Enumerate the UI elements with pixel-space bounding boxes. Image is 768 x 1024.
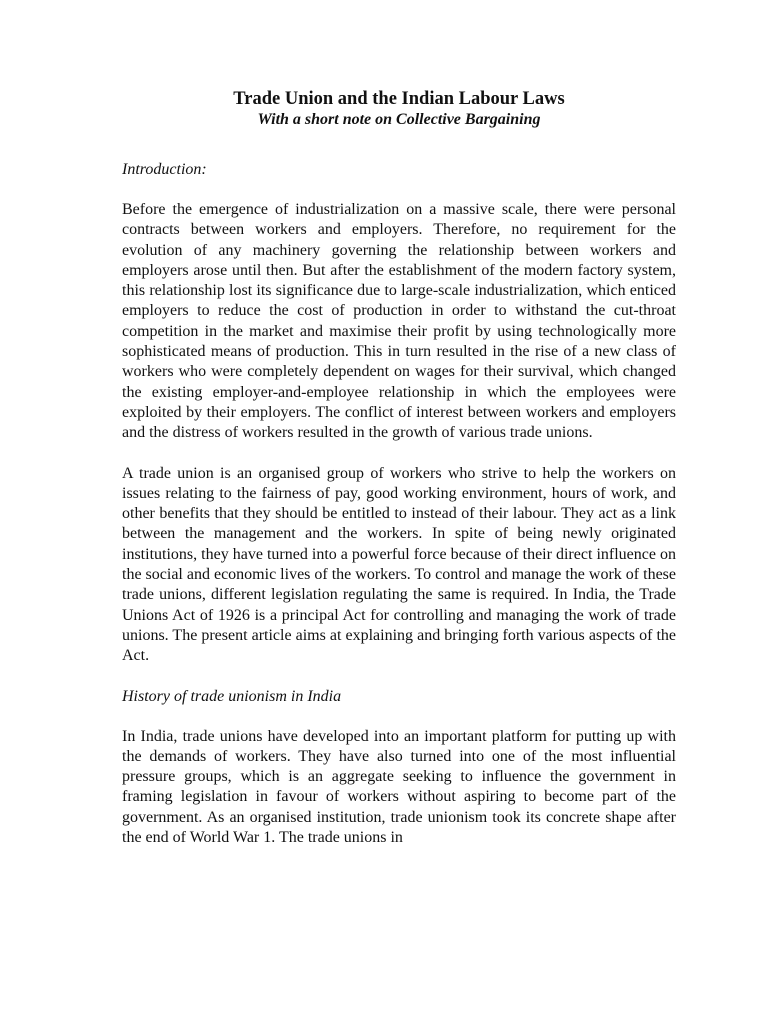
paragraph: In India, trade unions have developed into an important platform for putting up with the demands of workers. They have also turned into one of the most influential pressure groups, which is an aggregate seeking to influence the government in framing legislation in favour of workers without aspiring to become part of the government. As an organised institution, trade unionism took its concrete shape after the end of World War 1. The trade unions in (122, 727, 676, 847)
section-heading-introduction: Introduction: (122, 161, 207, 178)
section-heading-history: History of trade unionism in India (122, 687, 342, 705)
paragraph: Before the emergence of industrialization on a massive scale, there were personal contracts between workers and employers. Therefore, no requirement for the evolution of any machinery governing the relationship between workers and employers arose until then. But after the establishment of the modern factory system, this relationship lost its significance due to large-scale industrialization, which enticed employers to reduce the cost of production in order to withstand the cut-throat competition in the market and maximise their profit by using technologically more sophisticated means of production. This in turn resulted in the rise of a new class of workers who were completely dependent on wages for their survival, which changed the existing employer-and-employee relationship in which the employees were exploited by their employers. The conflict of interest between workers and employers and the distress of workers resulted in the growth of various trade unions. (122, 201, 676, 442)
document-title: Trade Union and the Indian Labour Laws (233, 89, 565, 109)
document-content (122, 88, 676, 868)
paragraph: A trade union is an organised group of workers who strive to help the workers on issues relating to the fairness of pay, good working environment, hours of work, and other benefits that they should be entitled to instead of their labour. They act as a link between the management and the workers. In spite of being newly originated institutions, they have turned into a powerful force because of their direct influence on the social and economic lives of the workers. To control and manage the work of these trade unions, different legislation regulating the same is required. In India, the Trade Unions Act of 1926 is a principal Act for controlling and managing the work of trade unions. The present article aims at explaining and bringing forth various aspects of the Act. (122, 464, 676, 665)
document-subtitle: With a short note on Collective Bargaining (257, 111, 541, 128)
